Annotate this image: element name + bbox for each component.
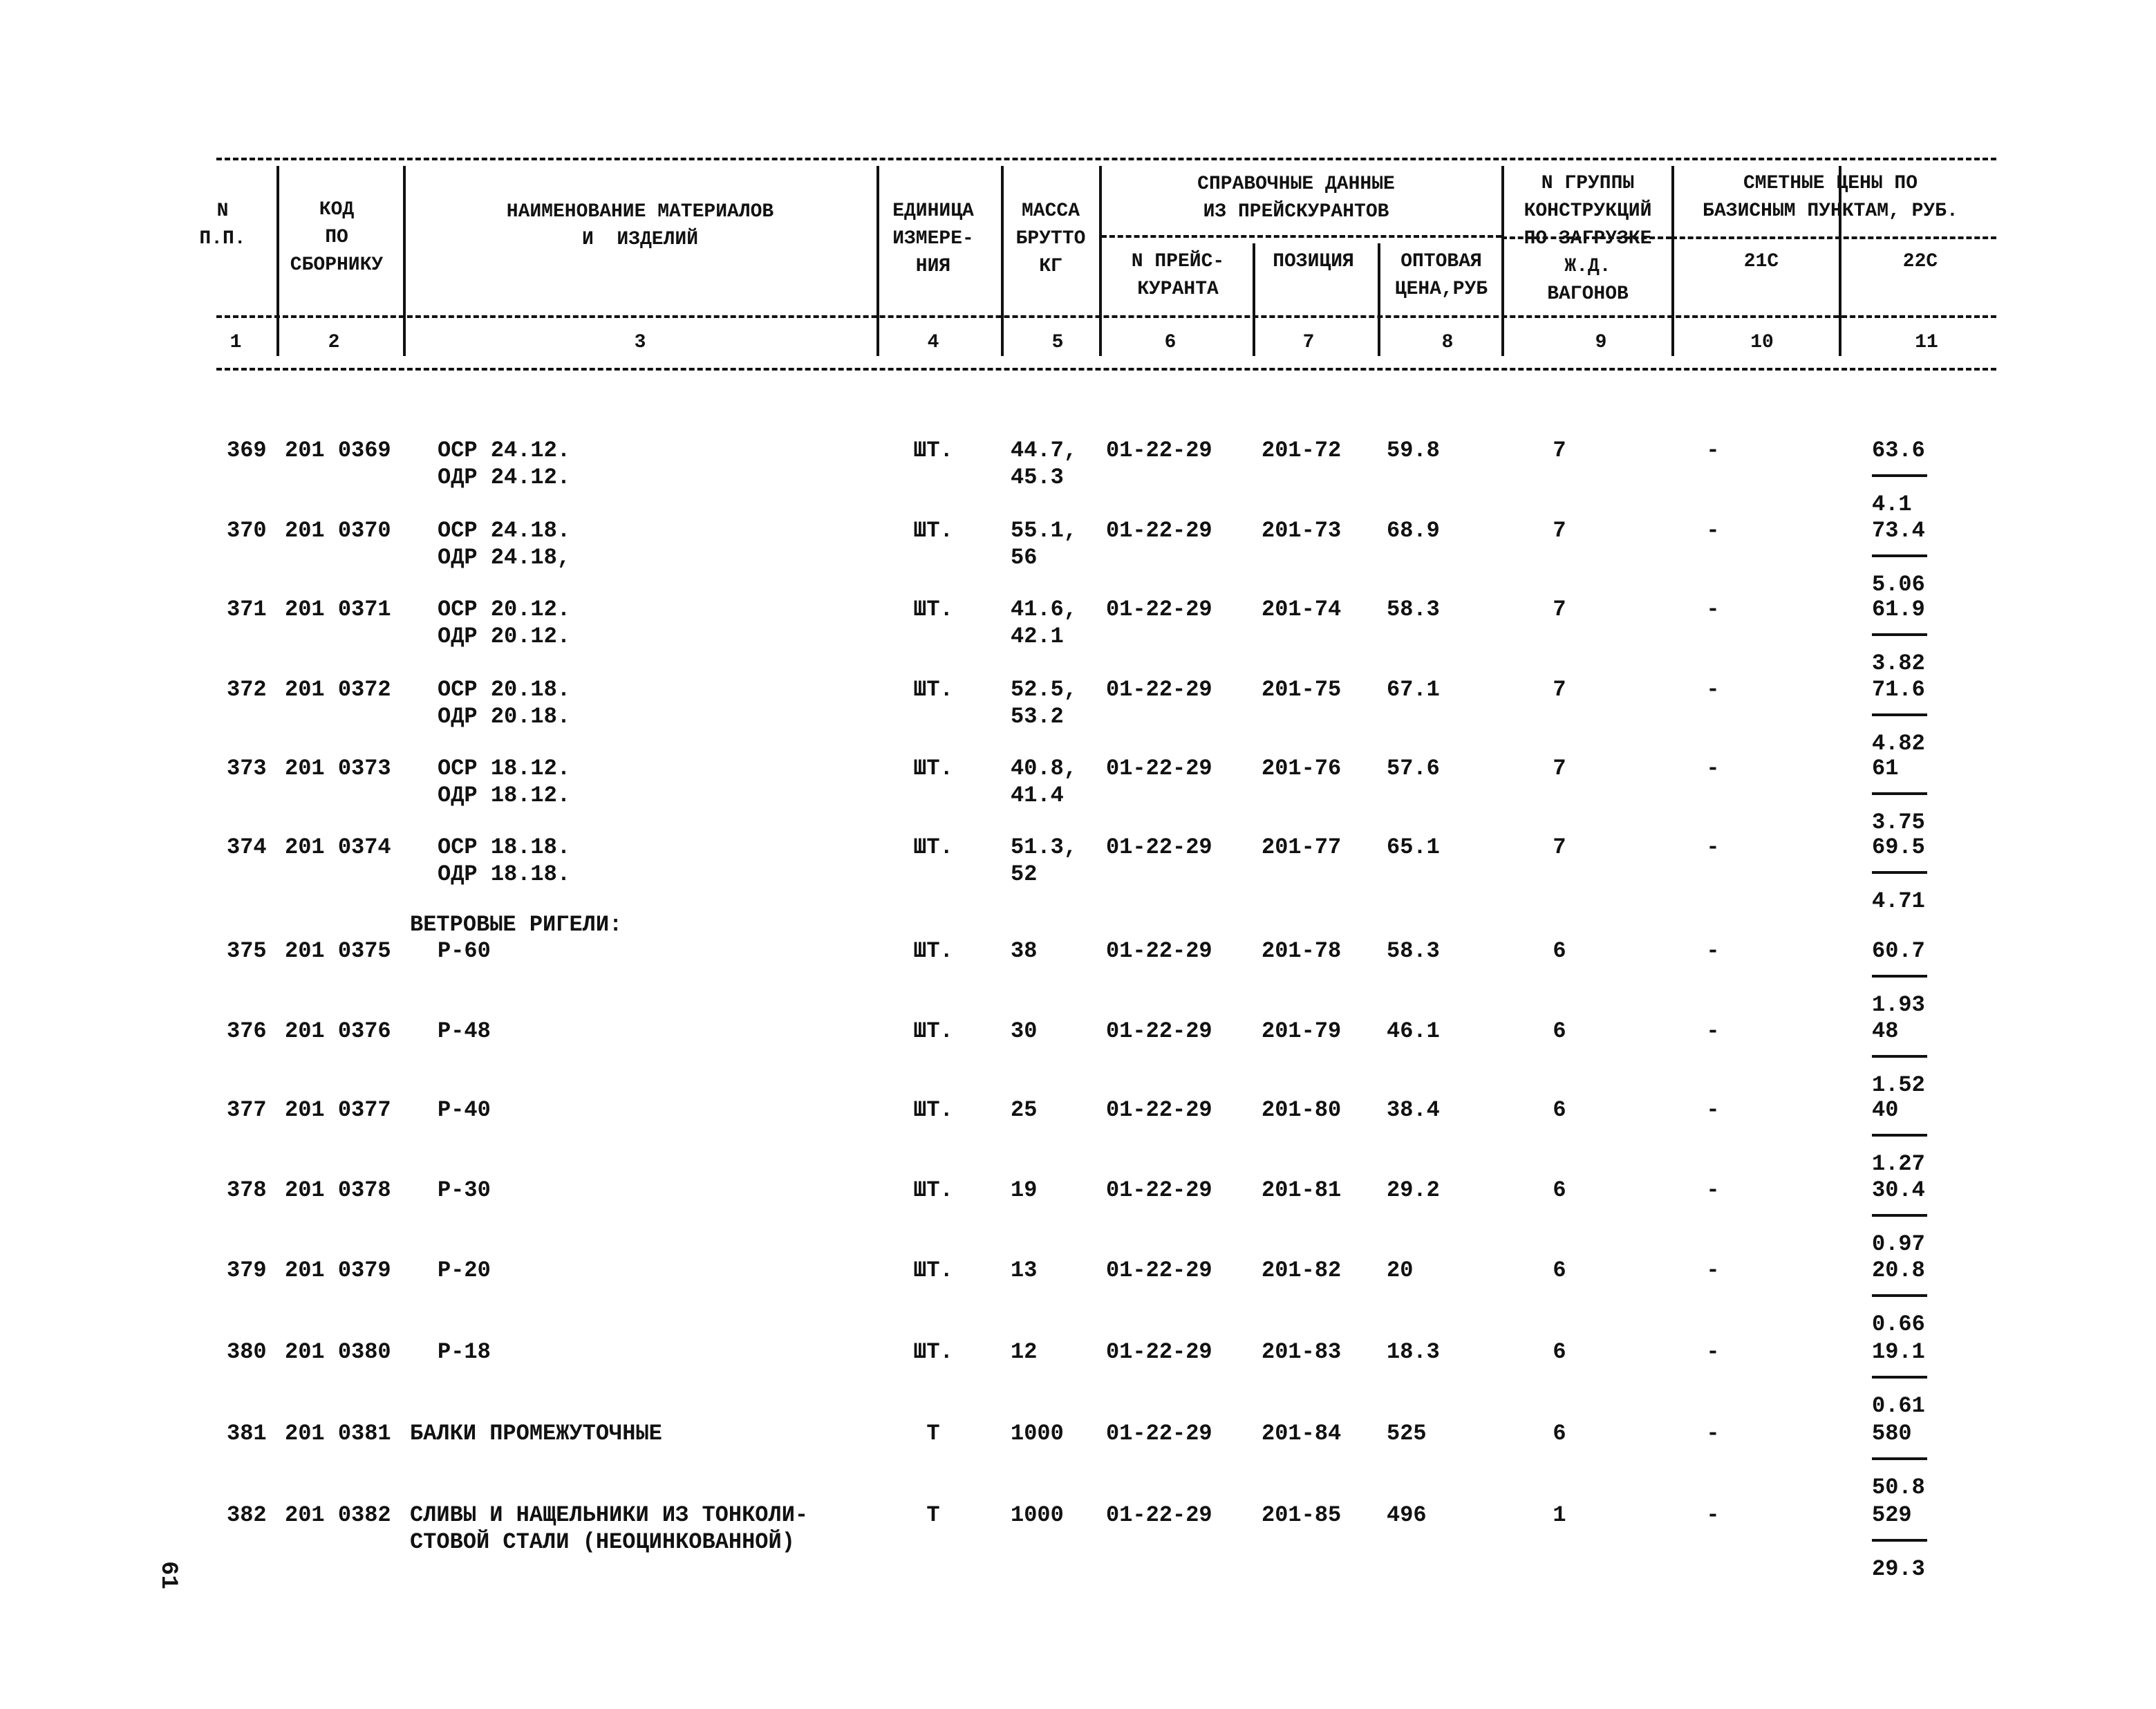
price-group-rule (1671, 236, 1996, 239)
column-number: 6 (1164, 332, 1177, 353)
header-wagon-group: ПО ЗАГРУЗКЕ (1524, 228, 1652, 250)
ref-group-rule (1101, 235, 1501, 238)
row-price-21c: - (1706, 1177, 1720, 1203)
row-name: БАЛКИ ПРОМЕЖУТОЧНЫЕ (410, 1421, 662, 1446)
row-mass: 55.1, (1011, 518, 1078, 543)
row-code: 201 0382 (285, 1502, 391, 1528)
row-price-22c-top: 61.9 (1872, 597, 1925, 622)
row-code: 201 0378 (285, 1177, 391, 1203)
row-name: Р-40 (438, 1097, 491, 1123)
page-number: 61 (155, 1561, 181, 1589)
row-number: 369 (227, 438, 267, 463)
row-wholesale-price: 46.1 (1387, 1018, 1440, 1044)
row-wholesale-price: 18.3 (1387, 1339, 1440, 1365)
row-mass: 19 (1011, 1177, 1038, 1203)
row-name: Р-18 (438, 1339, 491, 1365)
row-code: 201 0379 (285, 1258, 391, 1283)
row-mass: 38 (1011, 938, 1038, 964)
row-pricelist-no: 01-22-29 (1106, 597, 1212, 622)
header-21c: 21С (1743, 251, 1779, 272)
fraction-bar (1872, 1214, 1927, 1217)
header-estimate-prices: БАЗИСНЫМ ПУНКТАМ, РУБ. (1703, 200, 1958, 222)
header-mass: БРУТТО (1015, 228, 1086, 250)
fraction-bar (1872, 554, 1927, 557)
row-wagon-group: 1 (1553, 1502, 1566, 1528)
row-unit: Т (926, 1502, 940, 1528)
row-pricelist-no: 01-22-29 (1106, 938, 1212, 964)
row-number: 379 (227, 1258, 267, 1283)
row-number: 374 (227, 834, 267, 860)
row-code: 201 0369 (285, 438, 391, 463)
column-number: 3 (634, 332, 646, 353)
column-number: 8 (1441, 332, 1454, 353)
row-price-21c: - (1706, 834, 1720, 860)
header-mass: КГ (1039, 256, 1062, 277)
row-mass: 44.7, (1011, 438, 1078, 463)
row-price-22c-top: 73.4 (1872, 518, 1925, 543)
row-code: 201 0370 (285, 518, 391, 543)
row-unit: ШТ. (913, 1339, 953, 1365)
row-wagon-group: 6 (1553, 1339, 1566, 1365)
row-mass: 53.2 (1011, 704, 1064, 729)
row-wagon-group: 6 (1553, 938, 1566, 964)
row-name: ОДР 20.18. (438, 704, 571, 729)
row-price-22c-bottom: 50.8 (1872, 1475, 1925, 1500)
row-wholesale-price: 525 (1387, 1421, 1427, 1446)
row-price-22c-top: 61 (1872, 756, 1899, 781)
row-pricelist-no: 01-22-29 (1106, 756, 1212, 781)
row-unit: ШТ. (913, 1097, 953, 1123)
row-name: ОДР 24.12. (438, 465, 571, 490)
header-reference-data: ИЗ ПРЕЙСКУРАНТОВ (1203, 201, 1389, 223)
row-wagon-group: 7 (1553, 677, 1566, 702)
header-name: НАИМЕНОВАНИЕ МАТЕРИАЛОВ (506, 201, 774, 223)
row-price-22c-top: 40 (1872, 1097, 1899, 1123)
row-mass: 30 (1011, 1018, 1038, 1044)
row-code: 201 0377 (285, 1097, 391, 1123)
row-pricelist-no: 01-22-29 (1106, 518, 1212, 543)
row-wholesale-price: 59.8 (1387, 438, 1440, 463)
row-name: ОДР 18.18. (438, 861, 571, 887)
row-price-22c-top: 580 (1872, 1421, 1912, 1446)
row-name: ОСР 20.18. (438, 677, 571, 702)
fraction-bar (1872, 1294, 1927, 1297)
column-number: 5 (1051, 332, 1064, 353)
row-number: 373 (227, 756, 267, 781)
row-price-22c-bottom: 4.1 (1872, 492, 1912, 517)
header-code: СБОРНИКУ (290, 254, 384, 276)
header-name: И ИЗДЕЛИЙ (581, 229, 699, 250)
header-n-pp: П.П. (199, 228, 246, 250)
column-number: 4 (927, 332, 939, 353)
row-wholesale-price: 38.4 (1387, 1097, 1440, 1123)
row-price-22c-top: 529 (1872, 1502, 1912, 1528)
header-position: ПОЗИЦИЯ (1273, 251, 1354, 272)
column-separator (1671, 166, 1674, 356)
header-bottom-rule (216, 315, 1996, 318)
column-number: 2 (328, 332, 340, 353)
section-heading-wind-girders: ВЕТРОВЫЕ РИГЕЛИ: (410, 912, 623, 937)
header-wholesale-price: ОПТОВАЯ (1400, 251, 1482, 272)
column-separator (1501, 166, 1504, 356)
row-number: 372 (227, 677, 267, 702)
fraction-bar (1872, 871, 1927, 874)
row-wagon-group: 6 (1553, 1258, 1566, 1283)
row-code: 201 0381 (285, 1421, 391, 1446)
row-pricelist-no: 01-22-29 (1106, 1502, 1212, 1528)
row-price-22c-bottom: 0.61 (1872, 1393, 1925, 1419)
column-separator (403, 166, 406, 356)
row-price-22c-bottom: 0.66 (1872, 1311, 1925, 1337)
row-unit: ШТ. (913, 938, 953, 964)
row-price-21c: - (1706, 1339, 1720, 1365)
colnum-bottom-rule (216, 368, 1996, 371)
row-pricelist-no: 01-22-29 (1106, 1018, 1212, 1044)
row-unit: ШТ. (913, 1258, 953, 1283)
row-price-22c-bottom: 1.93 (1872, 992, 1925, 1018)
row-wholesale-price: 29.2 (1387, 1177, 1440, 1203)
row-price-22c-top: 60.7 (1872, 938, 1925, 964)
row-mass: 13 (1011, 1258, 1038, 1283)
row-pricelist-no: 01-22-29 (1106, 1421, 1212, 1446)
row-price-22c-bottom: 4.71 (1872, 888, 1925, 914)
row-position: 201-85 (1262, 1502, 1342, 1528)
row-wholesale-price: 58.3 (1387, 938, 1440, 964)
row-wholesale-price: 58.3 (1387, 597, 1440, 622)
row-number: 381 (227, 1421, 267, 1446)
row-mass: 12 (1011, 1339, 1038, 1365)
row-name: СЛИВЫ И НАЩЕЛЬНИКИ ИЗ ТОНКОЛИ- (410, 1502, 809, 1528)
row-wholesale-price: 496 (1387, 1502, 1427, 1528)
row-price-22c-top: 30.4 (1872, 1177, 1925, 1203)
header-pricelist-no: N ПРЕЙС- (1131, 251, 1225, 272)
row-position: 201-76 (1262, 756, 1342, 781)
row-name: ОСР 24.12. (438, 438, 571, 463)
header-wholesale-price: ЦЕНА,РУБ (1394, 279, 1488, 300)
row-mass: 40.8, (1011, 756, 1078, 781)
row-wholesale-price: 57.6 (1387, 756, 1440, 781)
header-wagon-group: ВАГОНОВ (1547, 283, 1629, 305)
row-unit: ШТ. (913, 756, 953, 781)
row-price-21c: - (1706, 1421, 1720, 1446)
row-code: 201 0372 (285, 677, 391, 702)
row-mass: 56 (1011, 545, 1038, 570)
row-position: 201-77 (1262, 834, 1342, 860)
row-wagon-group: 7 (1553, 756, 1566, 781)
row-wholesale-price: 20 (1387, 1258, 1414, 1283)
row-number: 382 (227, 1502, 267, 1528)
column-separator (1378, 243, 1380, 356)
row-price-21c: - (1706, 756, 1720, 781)
row-name: ОДР 18.12. (438, 783, 571, 808)
row-mass: 45.3 (1011, 465, 1064, 490)
row-unit: ШТ. (913, 677, 953, 702)
row-number: 377 (227, 1097, 267, 1123)
row-mass: 25 (1011, 1097, 1038, 1123)
column-number: 11 (1915, 332, 1938, 353)
fraction-bar (1872, 1539, 1927, 1542)
row-wagon-group: 6 (1553, 1177, 1566, 1203)
row-wholesale-price: 65.1 (1387, 834, 1440, 860)
row-price-22c-top: 20.8 (1872, 1258, 1925, 1283)
row-number: 371 (227, 597, 267, 622)
row-wagon-group: 6 (1553, 1018, 1566, 1044)
row-price-22c-top: 69.5 (1872, 834, 1925, 860)
row-position: 201-83 (1262, 1339, 1342, 1365)
row-mass: 52.5, (1011, 677, 1078, 702)
row-pricelist-no: 01-22-29 (1106, 834, 1212, 860)
row-position: 201-80 (1262, 1097, 1342, 1123)
row-position: 201-81 (1262, 1177, 1342, 1203)
row-mass: 42.1 (1011, 624, 1064, 649)
row-price-21c: - (1706, 1502, 1720, 1528)
row-position: 201-78 (1262, 938, 1342, 964)
row-name: Р-60 (438, 938, 491, 964)
row-name: ОСР 18.12. (438, 756, 571, 781)
row-position: 201-82 (1262, 1258, 1342, 1283)
column-separator (276, 166, 279, 356)
row-code: 201 0374 (285, 834, 391, 860)
row-mass: 41.6, (1011, 597, 1078, 622)
row-unit: ШТ. (913, 1018, 953, 1044)
header-22c: 22С (1902, 251, 1938, 272)
row-wholesale-price: 67.1 (1387, 677, 1440, 702)
row-price-22c-top: 63.6 (1872, 438, 1925, 463)
row-price-21c: - (1706, 518, 1720, 543)
row-unit: ШТ. (913, 597, 953, 622)
row-wagon-group: 7 (1553, 834, 1566, 860)
row-position: 201-75 (1262, 677, 1342, 702)
row-price-22c-top: 48 (1872, 1018, 1899, 1044)
row-name: ОДР 20.12. (438, 624, 571, 649)
fraction-bar (1872, 792, 1927, 795)
row-price-22c-bottom: 4.82 (1872, 731, 1925, 756)
row-pricelist-no: 01-22-29 (1106, 1097, 1212, 1123)
header-mass: МАССА (1021, 200, 1080, 222)
column-separator (1099, 166, 1102, 356)
fraction-bar (1872, 1134, 1927, 1137)
row-code: 201 0376 (285, 1018, 391, 1044)
row-price-21c: - (1706, 597, 1720, 622)
column-separator (1253, 243, 1255, 356)
header-estimate-prices: СМЕТНЫЕ ЦЕНЫ ПО (1743, 173, 1918, 194)
column-separator (1839, 166, 1841, 356)
header-n-pp: N (216, 200, 229, 222)
column-number: 7 (1302, 332, 1315, 353)
row-wagon-group: 7 (1553, 518, 1566, 543)
row-pricelist-no: 01-22-29 (1106, 438, 1212, 463)
column-separator (877, 166, 879, 356)
row-code: 201 0371 (285, 597, 391, 622)
row-price-22c-bottom: 5.06 (1872, 572, 1925, 597)
row-mass: 52 (1011, 861, 1038, 887)
fraction-bar (1872, 474, 1927, 477)
row-unit: ШТ. (913, 438, 953, 463)
fraction-bar (1872, 713, 1927, 716)
row-unit: Т (926, 1421, 940, 1446)
row-position: 201-73 (1262, 518, 1342, 543)
row-price-22c-top: 19.1 (1872, 1339, 1925, 1365)
row-wholesale-price: 68.9 (1387, 518, 1440, 543)
header-wagon-group: КОНСТРУКЦИЙ (1524, 200, 1652, 222)
fraction-bar (1872, 1457, 1927, 1460)
row-price-22c-bottom: 29.3 (1872, 1556, 1925, 1582)
row-price-21c: - (1706, 1018, 1720, 1044)
row-wagon-group: 7 (1553, 597, 1566, 622)
row-wagon-group: 7 (1553, 438, 1566, 463)
row-name: Р-30 (438, 1177, 491, 1203)
row-position: 201-74 (1262, 597, 1342, 622)
row-code: 201 0380 (285, 1339, 391, 1365)
fraction-bar (1872, 633, 1927, 636)
row-name: Р-48 (438, 1018, 491, 1044)
row-unit: ШТ. (913, 1177, 953, 1203)
row-wagon-group: 6 (1553, 1421, 1566, 1446)
header-unit: НИЯ (915, 256, 951, 277)
row-unit: ШТ. (913, 518, 953, 543)
table-top-rule (216, 158, 1996, 160)
header-reference-data: СПРАВОЧНЫЕ ДАННЫЕ (1197, 174, 1395, 195)
fraction-bar (1872, 975, 1927, 978)
header-unit: ЕДИНИЦА (892, 200, 974, 222)
fraction-bar (1872, 1376, 1927, 1379)
row-mass: 1000 (1011, 1502, 1064, 1528)
row-mass: 51.3, (1011, 834, 1078, 860)
row-price-21c: - (1706, 438, 1720, 463)
row-unit: ШТ. (913, 834, 953, 860)
row-mass: 41.4 (1011, 783, 1064, 808)
header-wagon-group: N ГРУППЫ (1541, 173, 1635, 194)
row-price-21c: - (1706, 938, 1720, 964)
row-number: 375 (227, 938, 267, 964)
row-number: 378 (227, 1177, 267, 1203)
row-name: ОДР 24.18, (438, 545, 571, 570)
row-price-22c-bottom: 0.97 (1872, 1231, 1925, 1257)
row-name: СТОВОЙ СТАЛИ (НЕОЦИНКОВАННОЙ) (410, 1529, 795, 1555)
column-number: 10 (1750, 332, 1774, 353)
row-name: ОСР 18.18. (438, 834, 571, 860)
header-code: ПО (325, 227, 348, 248)
row-price-22c-bottom: 3.75 (1872, 810, 1925, 835)
row-code: 201 0375 (285, 938, 391, 964)
row-price-21c: - (1706, 1097, 1720, 1123)
row-position: 201-72 (1262, 438, 1342, 463)
row-price-22c-bottom: 3.82 (1872, 651, 1925, 676)
row-name: Р-20 (438, 1258, 491, 1283)
row-wagon-group: 6 (1553, 1097, 1566, 1123)
fraction-bar (1872, 1055, 1927, 1058)
row-number: 380 (227, 1339, 267, 1365)
row-mass: 1000 (1011, 1421, 1064, 1446)
row-position: 201-79 (1262, 1018, 1342, 1044)
row-price-22c-bottom: 1.27 (1872, 1151, 1925, 1177)
header-code: КОД (319, 199, 355, 221)
row-price-21c: - (1706, 677, 1720, 702)
column-separator (1001, 166, 1004, 356)
column-number: 1 (229, 332, 242, 353)
row-name: ОСР 24.18. (438, 518, 571, 543)
header-wagon-group: Ж.Д. (1564, 256, 1611, 277)
row-number: 370 (227, 518, 267, 543)
row-code: 201 0373 (285, 756, 391, 781)
row-price-21c: - (1706, 1258, 1720, 1283)
row-number: 376 (227, 1018, 267, 1044)
column-number: 9 (1595, 332, 1607, 353)
row-name: ОСР 20.12. (438, 597, 571, 622)
row-pricelist-no: 01-22-29 (1106, 1339, 1212, 1365)
row-price-22c-bottom: 1.52 (1872, 1072, 1925, 1098)
row-price-22c-top: 71.6 (1872, 677, 1925, 702)
row-pricelist-no: 01-22-29 (1106, 1258, 1212, 1283)
row-pricelist-no: 01-22-29 (1106, 1177, 1212, 1203)
header-pricelist-no: КУРАНТА (1137, 279, 1219, 300)
row-position: 201-84 (1262, 1421, 1342, 1446)
header-unit: ИЗМЕРЕ- (892, 228, 974, 250)
row-pricelist-no: 01-22-29 (1106, 677, 1212, 702)
